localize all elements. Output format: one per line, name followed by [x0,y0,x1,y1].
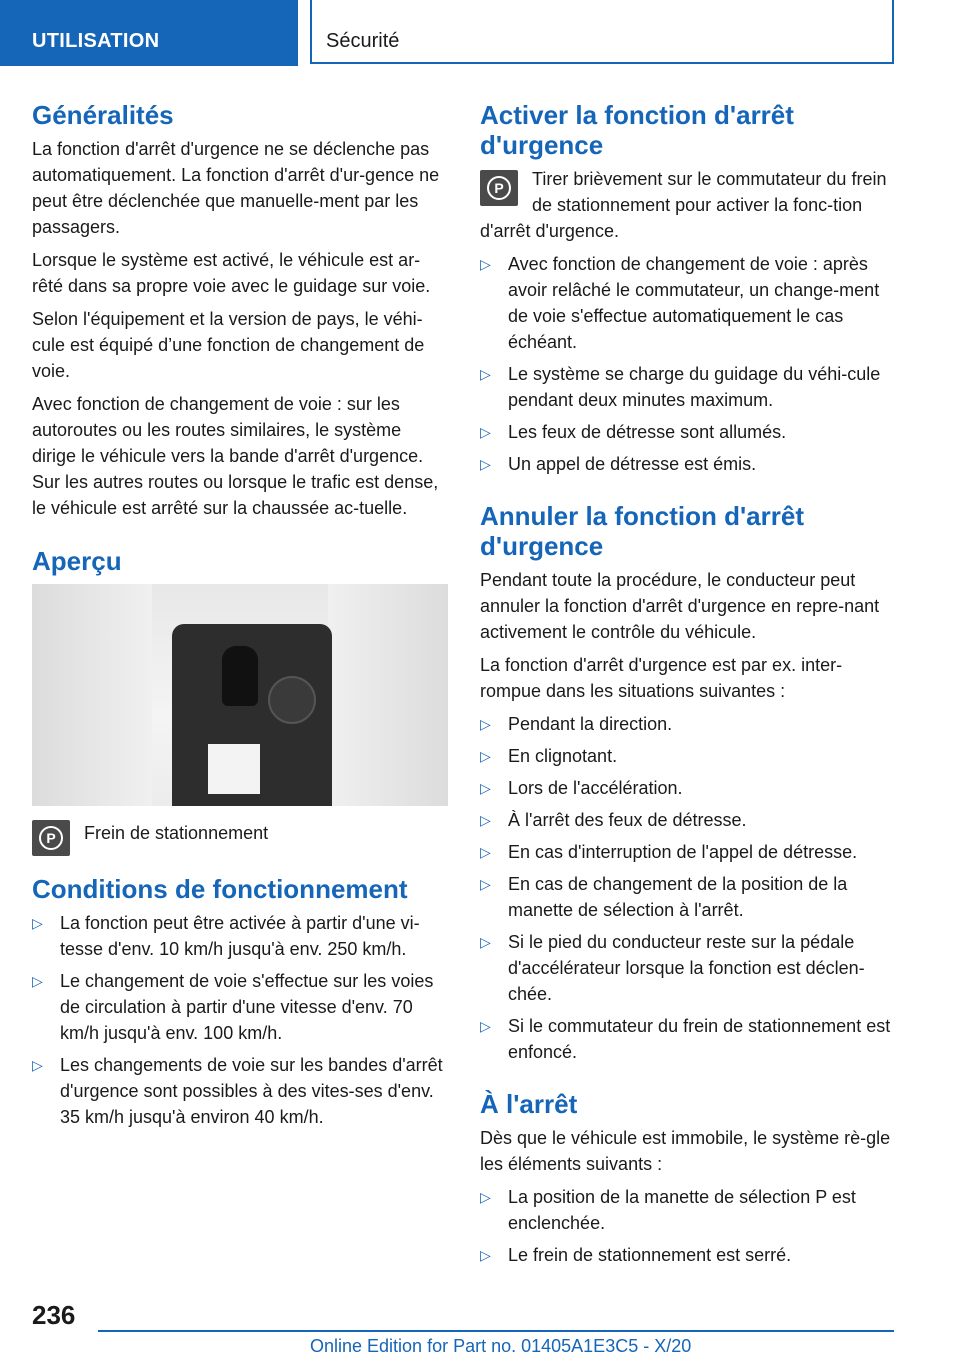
list-item: ▷ À l'arrêt des feux de détresse. [480,807,898,833]
footer-divider [98,1330,894,1332]
heading-generalites: Généralités [32,100,174,130]
paragraph: Lorsque le système est activé, le véhicule est ar-rêté dans sa propre voie avec le guidage sur voie. [32,250,431,296]
footer-edition-link[interactable]: Online Edition for Part no. 01405A1E3C5 - X/20 [310,1336,692,1356]
activer-intro-text: Tirer brièvement sur le commutateur du frein de stationnement pour activer la fonc-tion d'arrêt d'urgence. [480,169,887,241]
paragraph: Pendant toute la procédure, le conducteur peut annuler la fonction d'arrêt d'urgence en repre-nant activement le contrôle du véhicule. [480,570,880,642]
activer-list [480,251,898,477]
header-section-tab [0,0,298,66]
list-item: ▷ Le frein de stationnement est serré. [480,1242,898,1268]
paragraph: La fonction d'arrêt d'urgence est par ex. inter-rompue dans les situations suivantes : [480,655,843,701]
list-item: ▷ Si le pied du conducteur reste sur la pédale d'accélérateur lorsque la fonction est déclen-chée. [480,929,898,1007]
section-conditions [32,874,450,1130]
list-item: ▷ Si le commutateur du frein de stationnement est enfoncé. [480,1013,898,1065]
list-item: ▷ Lors de l'accélération. [480,775,898,801]
parking-brake-icon: P [32,820,70,856]
arret-list [480,1184,898,1268]
heading-activer: Activer la fonction d'arrêt d'urgence [480,100,794,160]
console-panel-shape [208,744,260,794]
heading-annuler: Annuler la fonction d'arrêt d'urgence [480,501,804,561]
section-arret [480,1089,898,1268]
header-section-label: UTILISATION [32,30,160,52]
list-item: ▷ En cas d'interruption de l'appel de détresse. [480,839,898,865]
heading-apercu: Aperçu [32,546,122,576]
parking-brake-icon: P [480,170,518,206]
list-item: ▷ Le changement de voie s'effectue sur les voies de circulation à partir d'une vitesse d'env. 70 km/h jusqu'à env. 100 km/h. [32,968,450,1046]
list-item: ▷ Pendant la direction. [480,711,898,737]
page-number: 236 [32,1300,76,1330]
right-column [480,100,898,1274]
console-shape [172,624,332,806]
heading-arret: À l'arrêt [480,1089,578,1119]
paragraph: Avec fonction de changement de voie : sur les autoroutes ou les routes similaires, le système dirige le véhicule vers la bande d'arrêt d'urgence. Sur les autres routes ou lorsque le trafic est dense, le véhicule est arrêté sur la chaussée ac-tuelle. [32,394,439,518]
arret-intro: Dès que le véhicule est immobile, le système rè-gle les éléments suivants : [480,1128,891,1174]
gear-selector-shape [222,646,258,706]
list-item: ▷ Les feux de détresse sont allumés. [480,419,898,445]
parking-brake-caption: Frein de stationnement [84,823,269,843]
list-item: ▷ Un appel de détresse est émis. [480,451,898,477]
list-item: ▷ En cas de changement de la position de la manette de sélection à l'arrêt. [480,871,898,923]
left-column [32,100,450,1136]
paragraph: La fonction d'arrêt d'urgence ne se déclenche pas automatiquement. La fonction d'arrêt d'ur-gence ne peut être déclenchée que manuelle-ment par les passagers. [32,139,440,237]
header-chapter-label: Sécurité [326,30,400,52]
center-console-photo [32,584,448,806]
paragraph: Selon l'équipement et la version de pays, le véhi-cule est équipé d’une fonction de changement de voie. [32,309,425,381]
activer-intro [480,166,898,244]
section-activer [480,100,898,477]
seat-left-shape [32,584,152,806]
seat-right-shape [328,584,448,806]
header-chapter-box [310,0,894,64]
section-generalites [32,100,450,521]
controller-dial-shape [268,676,316,724]
list-item: ▷ Le système se charge du guidage du véhi-cule pendant deux minutes maximum. [480,361,898,413]
list-item: ▷ Les changements de voie sur les bandes d'arrêt d'urgence sont possibles à des vites-ses d'env. 35 km/h jusqu'à environ 40 km/h. [32,1052,450,1130]
section-apercu [32,546,450,856]
section-annuler [480,501,898,1065]
list-item: ▷ En clignotant. [480,743,898,769]
list-item: ▷ La fonction peut être activée à partir d'une vi-tesse d'env. 10 km/h jusqu'à env. 250 km/h. [32,910,450,962]
list-item: ▷ La position de la manette de sélection P est enclenchée. [480,1184,898,1236]
annuler-list [480,711,898,1065]
parking-brake-legend [32,820,450,856]
heading-conditions: Conditions de fonctionnement [32,874,408,904]
conditions-list [32,910,450,1130]
list-item: ▷ Avec fonction de changement de voie : après avoir relâché le commutateur, un change-ment de voie s'effectue automatiquement le cas échéant. [480,251,898,355]
